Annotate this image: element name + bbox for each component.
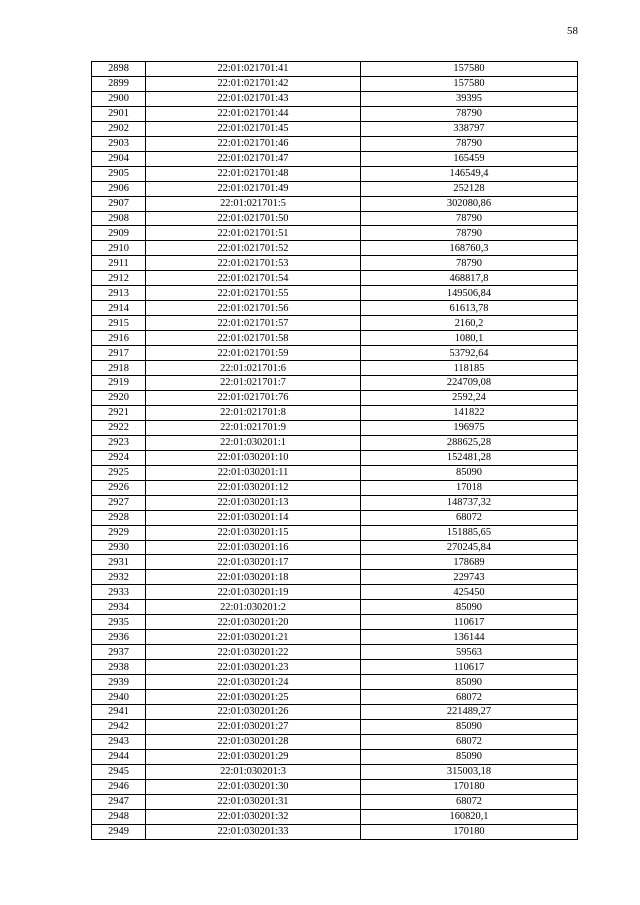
cadastral-number-cell: 22:01:030201:16 [146,540,361,555]
row-number-cell: 2933 [92,585,146,600]
row-number-cell: 2915 [92,316,146,331]
cadastral-number-cell: 22:01:030201:12 [146,480,361,495]
value-cell: 425450 [361,585,578,600]
row-number-cell: 2919 [92,376,146,391]
row-number-cell: 2898 [92,62,146,77]
table-row [92,555,578,570]
cadastral-number-cell: 22:01:021701:5 [146,196,361,211]
row-number-cell: 2922 [92,420,146,435]
table-row [92,675,578,690]
cadastral-number-cell: 22:01:030201:14 [146,510,361,525]
table-row [92,405,578,420]
cadastral-number-cell: 22:01:021701:56 [146,301,361,316]
table-row [92,525,578,540]
row-number-cell: 2930 [92,540,146,555]
cadastral-number-cell: 22:01:021701:7 [146,376,361,391]
row-number-cell: 2911 [92,256,146,271]
cadastral-number-cell: 22:01:021701:46 [146,136,361,151]
value-cell: 1080,1 [361,331,578,346]
value-cell: 170180 [361,779,578,794]
row-number-cell: 2934 [92,600,146,615]
row-number-cell: 2905 [92,166,146,181]
cadastral-number-cell: 22:01:030201:28 [146,734,361,749]
cadastral-number-cell: 22:01:030201:1 [146,435,361,450]
row-number-cell: 2931 [92,555,146,570]
table-row [92,600,578,615]
cadastral-number-cell: 22:01:030201:17 [146,555,361,570]
row-number-cell: 2901 [92,106,146,121]
value-cell: 85090 [361,465,578,480]
cadastral-number-cell: 22:01:021701:45 [146,121,361,136]
page-number: 58 [567,25,578,37]
cadastral-number-cell: 22:01:021701:58 [146,331,361,346]
row-number-cell: 2910 [92,241,146,256]
cadastral-number-cell: 22:01:021701:76 [146,390,361,405]
cadastral-number-cell: 22:01:030201:13 [146,495,361,510]
row-number-cell: 2914 [92,301,146,316]
cadastral-number-cell: 22:01:030201:10 [146,450,361,465]
value-cell: 148737,32 [361,495,578,510]
cadastral-number-cell: 22:01:021701:9 [146,420,361,435]
cadastral-number-cell: 22:01:030201:24 [146,675,361,690]
table-row [92,106,578,121]
value-cell: 221489,27 [361,704,578,719]
table-row [92,121,578,136]
cadastral-number-cell: 22:01:021701:44 [146,106,361,121]
cadastral-number-cell: 22:01:021701:43 [146,91,361,106]
table-row [92,450,578,465]
table-row [92,480,578,495]
cadastral-number-cell: 22:01:021701:42 [146,76,361,91]
cadastral-number-cell: 22:01:030201:11 [146,465,361,480]
table-row [92,346,578,361]
table-row [92,465,578,480]
row-number-cell: 2942 [92,719,146,734]
cadastral-number-cell: 22:01:030201:33 [146,824,361,839]
value-cell: 196975 [361,420,578,435]
table-row [92,630,578,645]
row-number-cell: 2917 [92,346,146,361]
row-number-cell: 2927 [92,495,146,510]
cadastral-number-cell: 22:01:021701:52 [146,241,361,256]
cadastral-number-cell: 22:01:030201:2 [146,600,361,615]
row-number-cell: 2932 [92,570,146,585]
value-cell: 78790 [361,226,578,241]
table-row [92,196,578,211]
value-cell: 68072 [361,794,578,809]
table-row [92,376,578,391]
row-number-cell: 2920 [92,390,146,405]
row-number-cell: 2918 [92,361,146,376]
value-cell: 118185 [361,361,578,376]
value-cell: 85090 [361,600,578,615]
value-cell: 39395 [361,91,578,106]
value-cell: 78790 [361,256,578,271]
cadastral-number-cell: 22:01:030201:26 [146,704,361,719]
value-cell: 157580 [361,62,578,77]
row-number-cell: 2912 [92,271,146,286]
row-number-cell: 2903 [92,136,146,151]
row-number-cell: 2945 [92,764,146,779]
value-cell: 85090 [361,675,578,690]
value-cell: 149506,84 [361,286,578,301]
value-cell: 2592,24 [361,390,578,405]
table-row [92,824,578,839]
table-row [92,331,578,346]
value-cell: 224709,08 [361,376,578,391]
row-number-cell: 2938 [92,660,146,675]
value-cell: 151885,65 [361,525,578,540]
cadastral-number-cell: 22:01:021701:57 [146,316,361,331]
cadastral-number-cell: 22:01:021701:50 [146,211,361,226]
cadastral-number-cell: 22:01:030201:19 [146,585,361,600]
table-row [92,226,578,241]
table-row [92,256,578,271]
cadastral-number-cell: 22:01:030201:20 [146,615,361,630]
table-row [92,151,578,166]
value-cell: 78790 [361,136,578,151]
row-number-cell: 2939 [92,675,146,690]
table-row [92,719,578,734]
row-number-cell: 2943 [92,734,146,749]
row-number-cell: 2900 [92,91,146,106]
row-number-cell: 2909 [92,226,146,241]
cadastral-number-cell: 22:01:021701:54 [146,271,361,286]
table-row [92,241,578,256]
row-number-cell: 2904 [92,151,146,166]
table-row [92,211,578,226]
value-cell: 2160,2 [361,316,578,331]
table-row [92,136,578,151]
table-row [92,690,578,705]
table-row [92,645,578,660]
value-cell: 302080,86 [361,196,578,211]
table-row [92,660,578,675]
cadastral-number-cell: 22:01:030201:15 [146,525,361,540]
value-cell: 78790 [361,106,578,121]
row-number-cell: 2929 [92,525,146,540]
table-row [92,420,578,435]
row-number-cell: 2916 [92,331,146,346]
table-row [92,301,578,316]
row-number-cell: 2948 [92,809,146,824]
row-number-cell: 2906 [92,181,146,196]
value-cell: 270245,84 [361,540,578,555]
cadastral-number-cell: 22:01:021701:47 [146,151,361,166]
table-body [92,62,578,840]
value-cell: 152481,28 [361,450,578,465]
value-cell: 53792,64 [361,346,578,361]
value-cell: 68072 [361,510,578,525]
row-number-cell: 2946 [92,779,146,794]
value-cell: 178689 [361,555,578,570]
table-row [92,779,578,794]
table-row [92,734,578,749]
value-cell: 165459 [361,151,578,166]
value-cell: 229743 [361,570,578,585]
table-row [92,271,578,286]
cadastral-number-cell: 22:01:030201:22 [146,645,361,660]
table-row [92,435,578,450]
row-number-cell: 2935 [92,615,146,630]
table-row [92,764,578,779]
table-row [92,510,578,525]
table-row [92,585,578,600]
value-cell: 17018 [361,480,578,495]
row-number-cell: 2947 [92,794,146,809]
table-row [92,794,578,809]
table-row [92,91,578,106]
cadastral-number-cell: 22:01:030201:3 [146,764,361,779]
cadastral-number-cell: 22:01:030201:31 [146,794,361,809]
table-row [92,570,578,585]
row-number-cell: 2925 [92,465,146,480]
value-cell: 157580 [361,76,578,91]
row-number-cell: 2944 [92,749,146,764]
value-cell: 288625,28 [361,435,578,450]
value-cell: 78790 [361,211,578,226]
value-cell: 85090 [361,749,578,764]
value-cell: 252128 [361,181,578,196]
value-cell: 160820,1 [361,809,578,824]
value-cell: 68072 [361,690,578,705]
table-row [92,390,578,405]
value-cell: 468817,8 [361,271,578,286]
cadastral-number-cell: 22:01:030201:32 [146,809,361,824]
cadastral-number-cell: 22:01:030201:30 [146,779,361,794]
value-cell: 141822 [361,405,578,420]
value-cell: 85090 [361,719,578,734]
value-cell: 315003,18 [361,764,578,779]
cadastral-number-cell: 22:01:030201:23 [146,660,361,675]
value-cell: 146549,4 [361,166,578,181]
row-number-cell: 2907 [92,196,146,211]
row-number-cell: 2923 [92,435,146,450]
cadastral-number-cell: 22:01:030201:27 [146,719,361,734]
row-number-cell: 2899 [92,76,146,91]
value-cell: 168760,3 [361,241,578,256]
cadastral-number-cell: 22:01:021701:49 [146,181,361,196]
cadastral-number-cell: 22:01:030201:25 [146,690,361,705]
row-number-cell: 2928 [92,510,146,525]
cadastral-number-cell: 22:01:030201:18 [146,570,361,585]
table-row [92,495,578,510]
cadastral-value-table [91,61,578,840]
table-row [92,809,578,824]
value-cell: 338797 [361,121,578,136]
cadastral-number-cell: 22:01:021701:59 [146,346,361,361]
cadastral-number-cell: 22:01:021701:6 [146,361,361,376]
table-row [92,361,578,376]
table-row [92,704,578,719]
table-row [92,749,578,764]
row-number-cell: 2921 [92,405,146,420]
table-row [92,316,578,331]
cadastral-number-cell: 22:01:021701:41 [146,62,361,77]
value-cell: 68072 [361,734,578,749]
row-number-cell: 2908 [92,211,146,226]
cadastral-number-cell: 22:01:021701:8 [146,405,361,420]
cadastral-number-cell: 22:01:021701:51 [146,226,361,241]
table-row [92,181,578,196]
row-number-cell: 2937 [92,645,146,660]
table-row [92,615,578,630]
row-number-cell: 2949 [92,824,146,839]
cadastral-number-cell: 22:01:021701:55 [146,286,361,301]
row-number-cell: 2926 [92,480,146,495]
table-row [92,166,578,181]
table-row [92,540,578,555]
cadastral-number-cell: 22:01:021701:53 [146,256,361,271]
value-cell: 110617 [361,615,578,630]
row-number-cell: 2940 [92,690,146,705]
table-row [92,62,578,77]
table-row [92,286,578,301]
value-cell: 136144 [361,630,578,645]
value-cell: 61613,78 [361,301,578,316]
cadastral-number-cell: 22:01:030201:29 [146,749,361,764]
row-number-cell: 2936 [92,630,146,645]
row-number-cell: 2902 [92,121,146,136]
row-number-cell: 2913 [92,286,146,301]
value-cell: 59563 [361,645,578,660]
value-cell: 110617 [361,660,578,675]
value-cell: 170180 [361,824,578,839]
row-number-cell: 2924 [92,450,146,465]
cadastral-number-cell: 22:01:021701:48 [146,166,361,181]
table-row [92,76,578,91]
row-number-cell: 2941 [92,704,146,719]
cadastral-number-cell: 22:01:030201:21 [146,630,361,645]
